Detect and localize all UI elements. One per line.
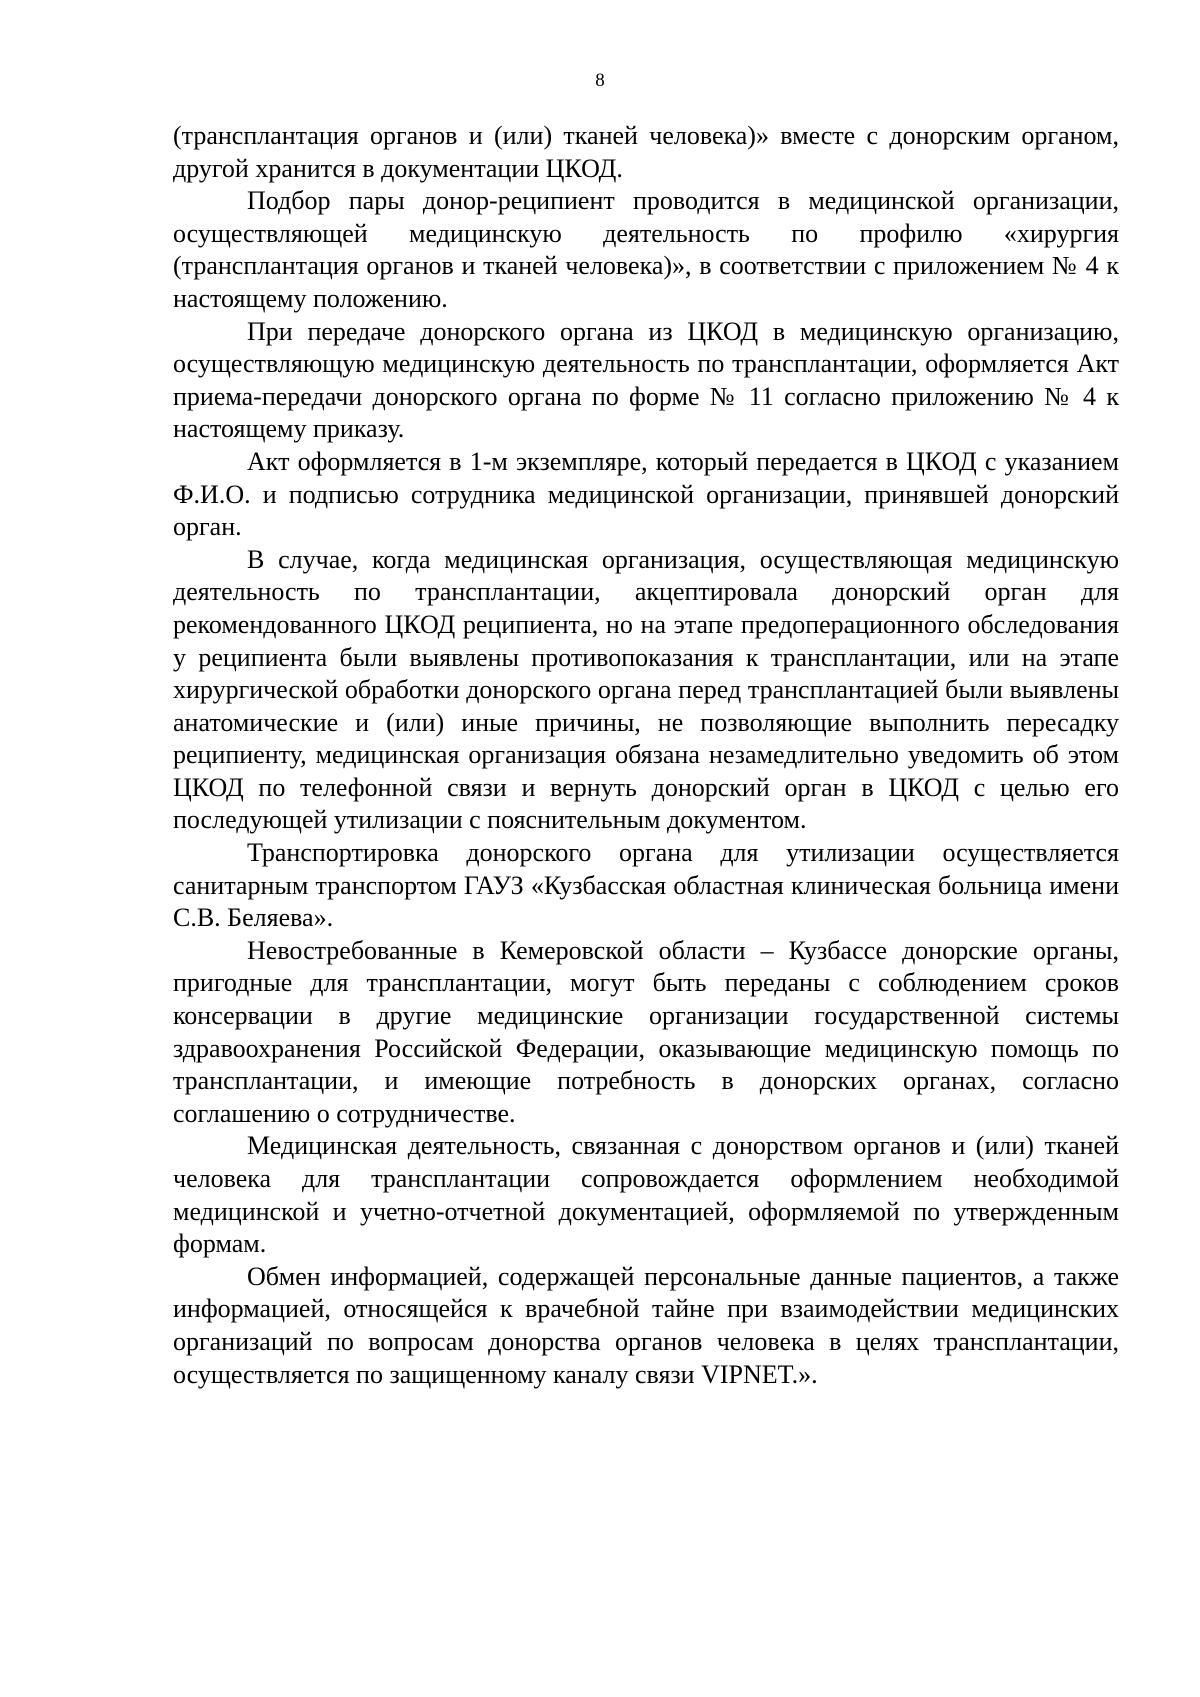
paragraph-contraindications-return: В случае, когда медицинская организация, осуществляющая медицинскую деятельность по трансплантации, акцептировала донорский орган для рекомендованного ЦКОД реципиента, но на этапе предоперационного обследования у реципиента были выявлены противопоказания к трансплантации, или на этапе хирургической обработки донорского органа перед трансплантацией были выявлены анатомические и (или) иные причины, не позволяющие выполнить пересадку реципиенту, медицинская организация обязана незамедлительно уведомить об этом ЦКОД по телефонной связи и вернуть донорский орган в ЦКОД с целью его последующей утилизации с пояснительным документом. <box>173 544 1119 835</box>
paragraph-organ-transfer-act: При передаче донорского органа из ЦКОД в медицинскую организацию, осуществляющую медицинскую деятельность по трансплантации, оформляется Акт приема-передачи донорского органа по форме № 11 согласно приложению № 4 к настоящему приказу. <box>173 316 1119 444</box>
document-body <box>173 120 1119 1391</box>
paragraph-act-single-copy: Акт оформляется в 1-м экземпляре, который передается в ЦКОД с указанием Ф.И.О. и подписью сотрудника медицинской организации, принявшей донорский орган. <box>173 446 1119 542</box>
paragraph-unclaimed-organs: Невостребованные в Кемеровской области – Кузбассе донорские органы, пригодные для трансплантации, могут быть переданы с соблюдением сроков консервации в другие медицинские организации государственной системы здравоохранения Российской Федерации, оказывающие медицинскую помощь по трансплантации, и имеющие потребность в донорских органах, согласно соглашению о сотрудничестве. <box>173 935 1119 1128</box>
page-number: 8 <box>595 70 605 91</box>
paragraph-donor-recipient-matching: Подбор пары донор-реципиент проводится в медицинской организации, осуществляющей медицинскую деятельность по профилю «хирургия (трансплантация органов и тканей человека)», в соответствии с приложением № 4 к настоящему положению. <box>173 186 1119 313</box>
paragraph-data-exchange: Обмен информацией, содержащей персональные данные пациентов, а также информацией, относящейся к врачебной тайне при взаимодействии медицинских организаций по вопросам донорства органов человека в целях трансплантации, осуществляется по защищенному каналу связи VIPNET.». <box>173 1261 1119 1389</box>
paragraph-disposal-transport: Транспортировка донорского органа для утилизации осуществляется санитарным транспортом ГАУЗ «Кузбасская областная клиническая больница имени С.В. Беляева». <box>173 838 1119 933</box>
paragraph-documentation: Медицинская деятельность, связанная с донорством органов и (или) тканей человека для трансплантации сопровождается оформлением необходимой медицинской и учетно-отчетной документацией, оформляемой по утвержденным формам. <box>173 1131 1119 1259</box>
paragraph-continuation: (трансплантация органов и (или) тканей человека)» вместе с донорским органом, другой хранится в документации ЦКОД. <box>173 121 1119 183</box>
